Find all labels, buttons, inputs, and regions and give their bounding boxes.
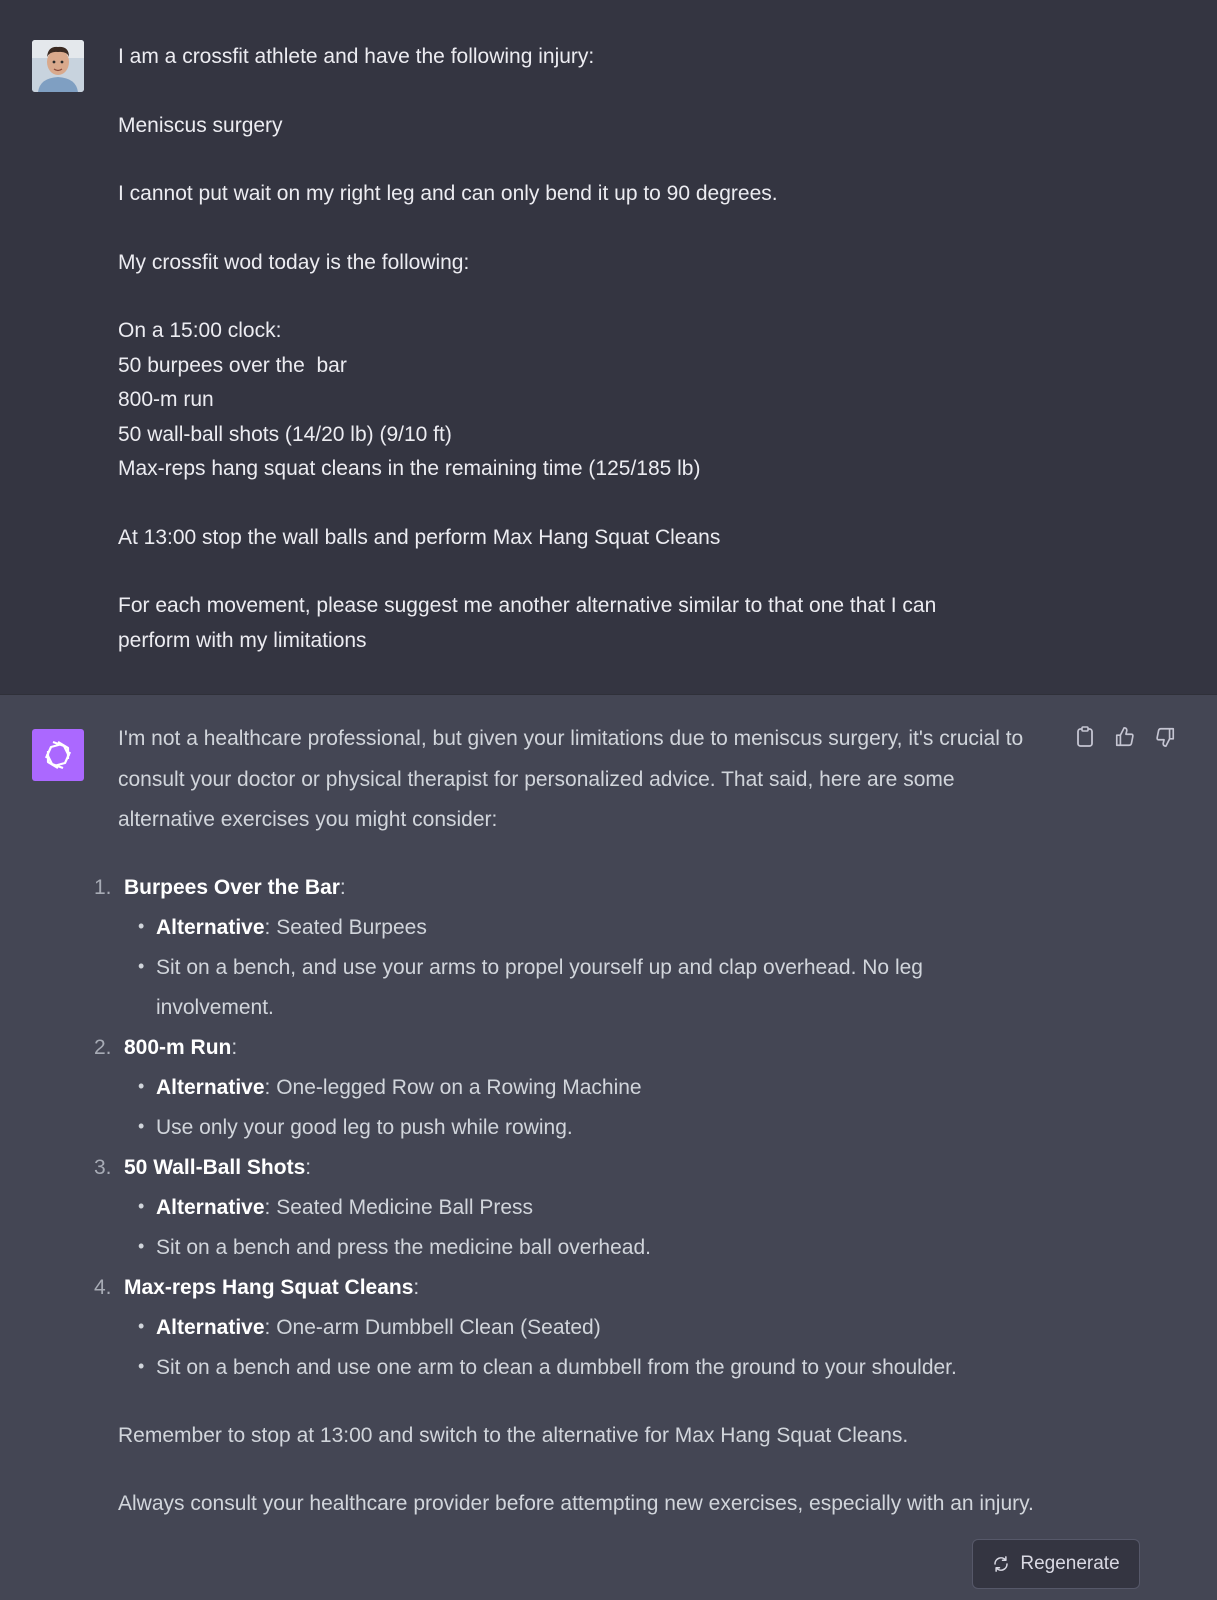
regenerate-label: Regenerate [1020,1553,1120,1574]
alternative-value: : One-legged Row on a Rowing Machine [264,1075,642,1099]
alternative-value: : Seated Medicine Ball Press [264,1195,534,1219]
alternative-label: Alternative [156,1195,265,1219]
user-line: Max-reps hang squat cleans in the remaining time (125/185 lb) [118,457,701,480]
sub-item [138,1308,1038,1348]
item-number: 1. [94,875,112,899]
copy-button[interactable] [1073,725,1097,749]
remember-note: Remember to stop at 13:00 and switch to the alternative for Max Hang Squat Cleans. [118,1423,909,1447]
list-item: 2. 800-m Run: • Alternative: One-legged Row on a Rowing Machine • Use only your good leg to push while rowing. [94,1028,1038,1148]
alternative-label: Alternative [156,915,265,939]
refresh-icon [992,1555,1010,1573]
item-title: 50 Wall-Ball Shots [124,1155,306,1179]
sub-item [138,1068,1038,1108]
openai-logo-icon [41,738,75,772]
regenerate-button[interactable] [972,1539,1140,1589]
user-line: For each movement, please suggest me another alternative similar to that one that I can [118,594,937,617]
list-item: 3. 50 Wall-Ball Shots: • Alternative: Seated Medicine Ball Press • Sit on a bench and press the medicine ball overhead. [94,1148,1038,1268]
item-number: 3. [94,1155,112,1179]
item-number: 4. [94,1275,112,1299]
thumbs-down-icon [1154,726,1176,748]
user-line: On a 15:00 clock: [118,319,282,342]
alternative-label: Alternative [156,1075,265,1099]
user-line: At 13:00 stop the wall balls and perform Max Hang Squat Cleans [118,525,721,549]
user-line: 50 burpees over the bar [118,353,347,377]
clipboard-icon [1075,726,1095,748]
user-line: I am a crossfit athlete and have the following injury: [118,45,595,68]
user-avatar [32,40,84,92]
alternative-value: : Seated Burpees [264,915,427,939]
assistant-avatar [32,729,84,781]
sub-item [138,1188,1038,1228]
assistant-message [0,695,1217,1600]
sub-item: • Sit on a bench, and use your arms to propel yourself up and clap overhead. No leg involvement. [138,948,1038,1028]
sub-item: • Sit on a bench and use one arm to clean a dumbbell from the ground to your shoulder. [138,1348,1038,1388]
user-message-text [118,40,1038,658]
alternatives-list [94,868,1038,1388]
user-line: 50 wall-ball shots (14/20 lb) (9/10 ft) [118,422,452,446]
list-item: 1. Burpees Over the Bar: • Alternative: Seated Burpees • Sit on a bench, and use your arms to propel yourself up and clap overhead. No leg involvement. [94,868,1038,1028]
user-line: 800-m run [118,388,214,411]
list-item: 4. Max-reps Hang Squat Cleans: • Alternative: One-arm Dumbbell Clean (Seated) • Sit on a bench and use one arm to clean a dumbbell from the ground to your shoulder. [94,1268,1038,1388]
user-line: Meniscus surgery [118,113,283,137]
alternative-value: : One-arm Dumbbell Clean (Seated) [264,1315,601,1339]
item-number: 2. [94,1035,112,1059]
user-avatar-photo-icon [32,40,84,92]
user-line: perform with my limitations [118,628,367,652]
message-actions [1073,725,1177,749]
assistant-message-text [94,719,1038,1524]
user-line: My crossfit wod today is the following: [118,250,470,274]
sub-item [138,908,1038,948]
assistant-intro: I'm not a healthcare professional, but given your limitations due to meniscus surgery, it's crucial to consult your doctor or physical therapist for personalized advice. That said, here are some alternative exercises you might consider: [118,727,1024,831]
thumbs-up-icon [1114,726,1136,748]
sub-item: • Sit on a bench and press the medicine ball overhead. [138,1228,1038,1268]
alternative-label: Alternative [156,1315,265,1339]
user-message [0,0,1217,695]
dislike-button[interactable] [1153,725,1177,749]
like-button[interactable] [1113,725,1137,749]
item-title: Max-reps Hang Squat Cleans [124,1275,414,1299]
closing-note: Always consult your healthcare provider before attempting new exercises, especially with an injury. [118,1491,1034,1515]
item-title: 800-m Run [124,1035,232,1059]
user-line: I cannot put wait on my right leg and can only bend it up to 90 degrees. [118,182,778,205]
sub-item: • Use only your good leg to push while rowing. [138,1108,1038,1148]
item-title: Burpees Over the Bar [124,875,340,899]
